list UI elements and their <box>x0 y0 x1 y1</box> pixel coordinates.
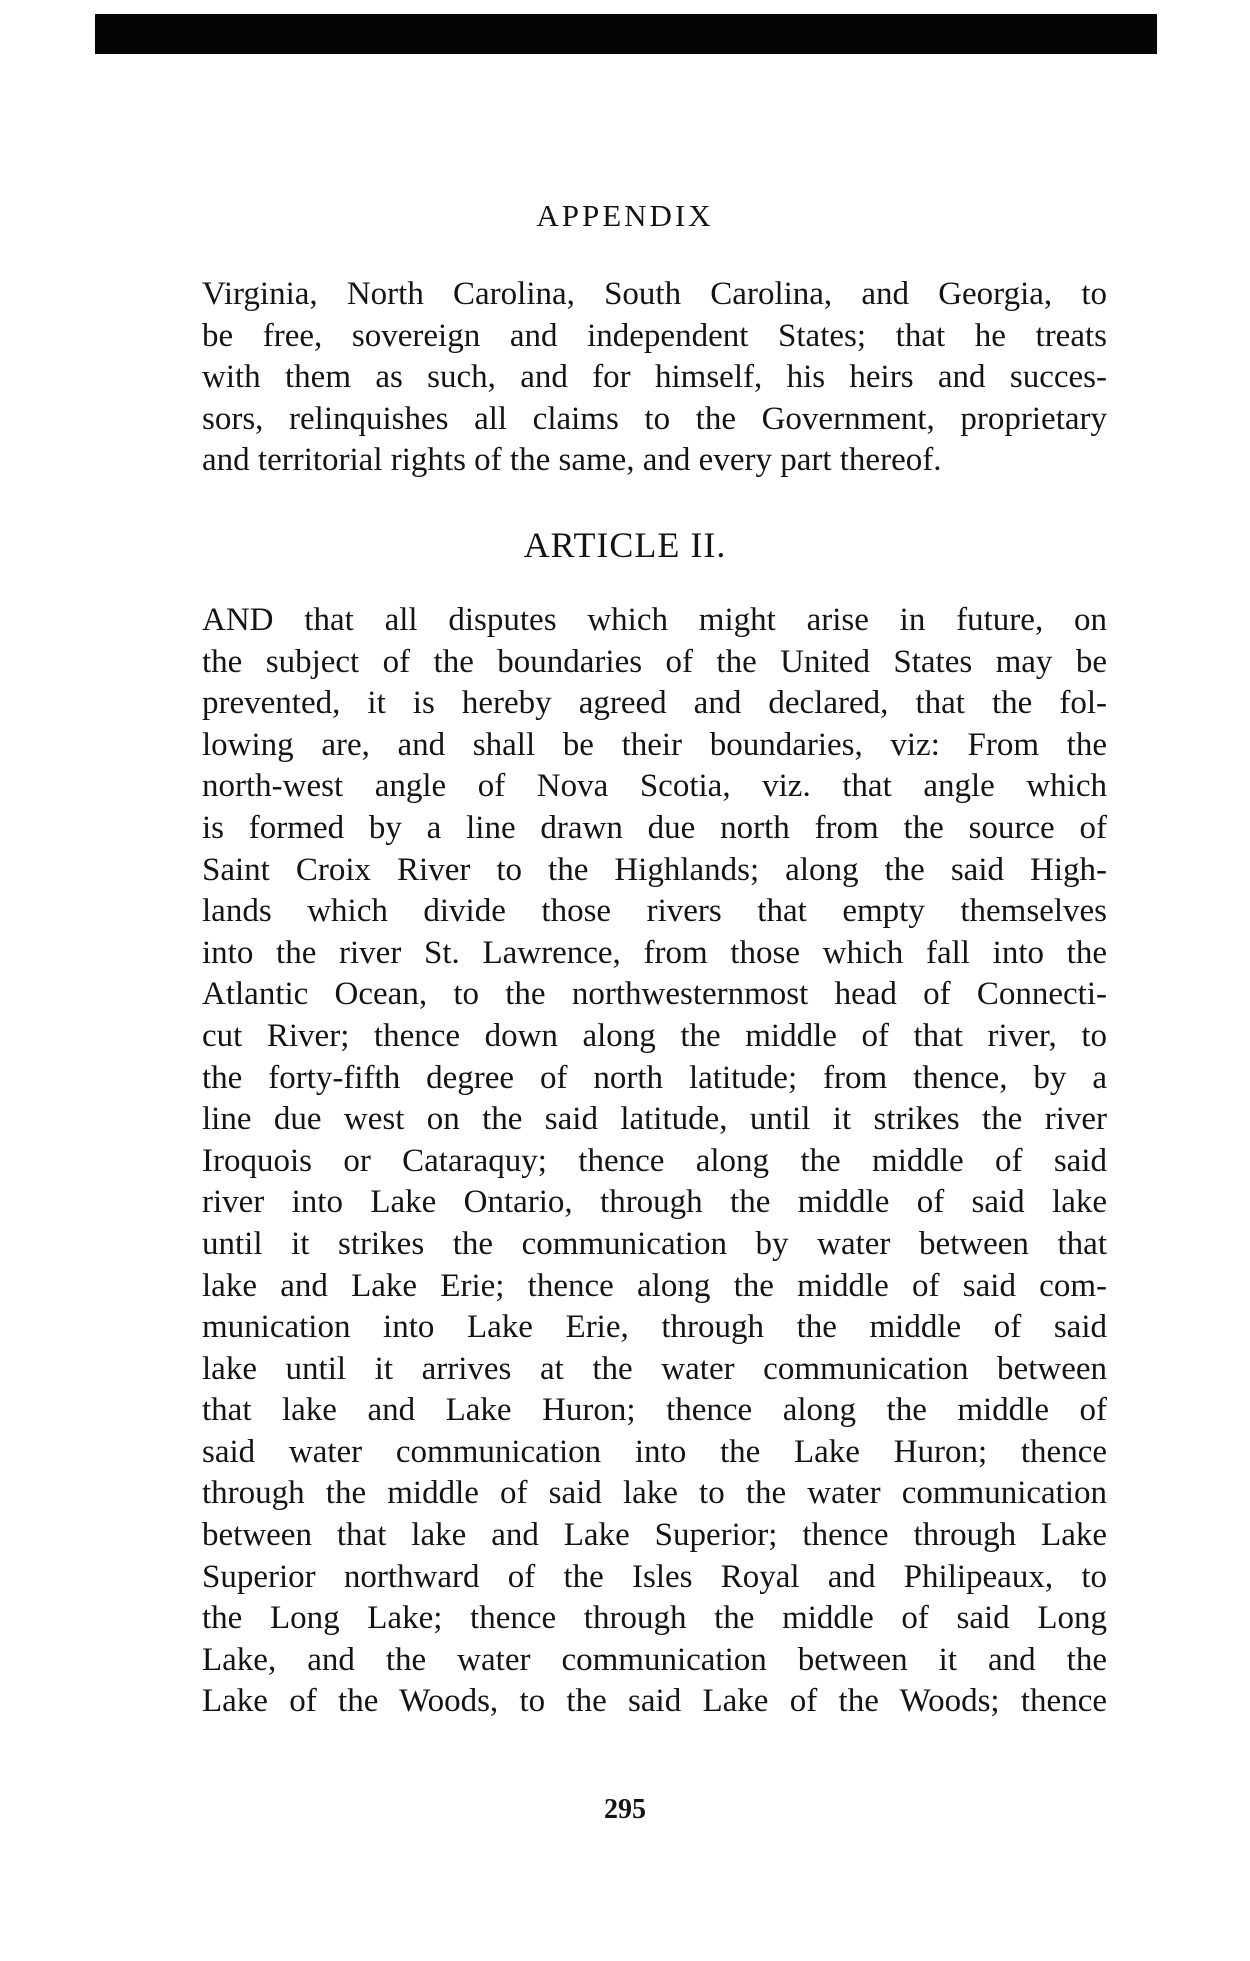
running-header: APPENDIX <box>536 198 714 233</box>
text-line: sors, relinquishes all claims to the Government, proprietary <box>202 400 1107 437</box>
text-line: Virginia, North Carolina, South Carolina, and Georgia, to <box>202 276 1107 312</box>
text-line: lake until it arrives at the water communication between <box>202 1350 1107 1387</box>
text-line: north-west angle of Nova Scotia, viz. that angle which <box>202 768 1107 805</box>
scan-edge-bar <box>95 14 1157 54</box>
text-line: cut River; thence down along the middle of that river, to <box>202 1017 1107 1054</box>
text-line: lands which divide those rivers that empty themselves <box>202 893 1107 930</box>
text-line: the forty-fifth degree of north latitude; from thence, by a <box>202 1059 1107 1096</box>
text-line: Iroquois or Cataraquy; thence along the middle of said <box>202 1142 1107 1179</box>
text-line: munication into Lake Erie, through the middle of said <box>202 1309 1107 1346</box>
article-heading: ARTICLE II. <box>523 525 727 565</box>
text-line: Lake of the Woods, to the said Lake of the Woods; thence <box>202 1683 1107 1720</box>
text-line: into the river St. Lawrence, from those which fall into the <box>202 934 1107 971</box>
page-number: 295 <box>604 1794 646 1825</box>
text-line: be free, sovereign and independent States; that he treats <box>202 317 1107 354</box>
text-line: prevented, it is hereby agreed and declared, that the fol- <box>202 685 1107 722</box>
text-line: that lake and Lake Huron; thence along the middle of <box>202 1392 1107 1429</box>
text-line: said water communication into the Lake Huron; thence <box>202 1433 1107 1470</box>
text-line: lake and Lake Erie; thence along the middle of said com- <box>202 1267 1107 1304</box>
text-line: until it strikes the communication by water between that <box>202 1225 1107 1262</box>
text-line: Atlantic Ocean, to the northwesternmost head of Connecti- <box>202 976 1107 1013</box>
text-line: lowing are, and shall be their boundaries, viz: From the <box>202 726 1107 763</box>
text-line: the subject of the boundaries of the United States may be <box>202 643 1107 680</box>
text-line: Superior northward of the Isles Royal and Philipeaux, to <box>202 1558 1107 1595</box>
text-line: with them as such, and for himself, his heirs and succes- <box>202 359 1107 396</box>
text-line: through the middle of said lake to the water communication <box>202 1475 1107 1512</box>
text-line: the Long Lake; thence through the middle of said Long <box>202 1600 1107 1637</box>
text-line: is formed by a line drawn due north from the source of <box>202 809 1107 846</box>
text-line: line due west on the said latitude, until it strikes the river <box>202 1101 1107 1138</box>
text-line: and territorial rights of the same, and every part thereof. <box>202 442 942 479</box>
text-line: between that lake and Lake Superior; thence through Lake <box>202 1517 1107 1554</box>
article-body <box>202 600 1107 1723</box>
text-line: Lake, and the water communication between it and the <box>202 1641 1107 1678</box>
text-line: Saint Croix River to the Highlands; along the said High- <box>202 851 1107 888</box>
paragraph-continuation <box>202 274 1107 482</box>
text-line: river into Lake Ontario, through the middle of said lake <box>202 1184 1107 1221</box>
text-line: AND that all disputes which might arise in future, on <box>202 602 1107 638</box>
